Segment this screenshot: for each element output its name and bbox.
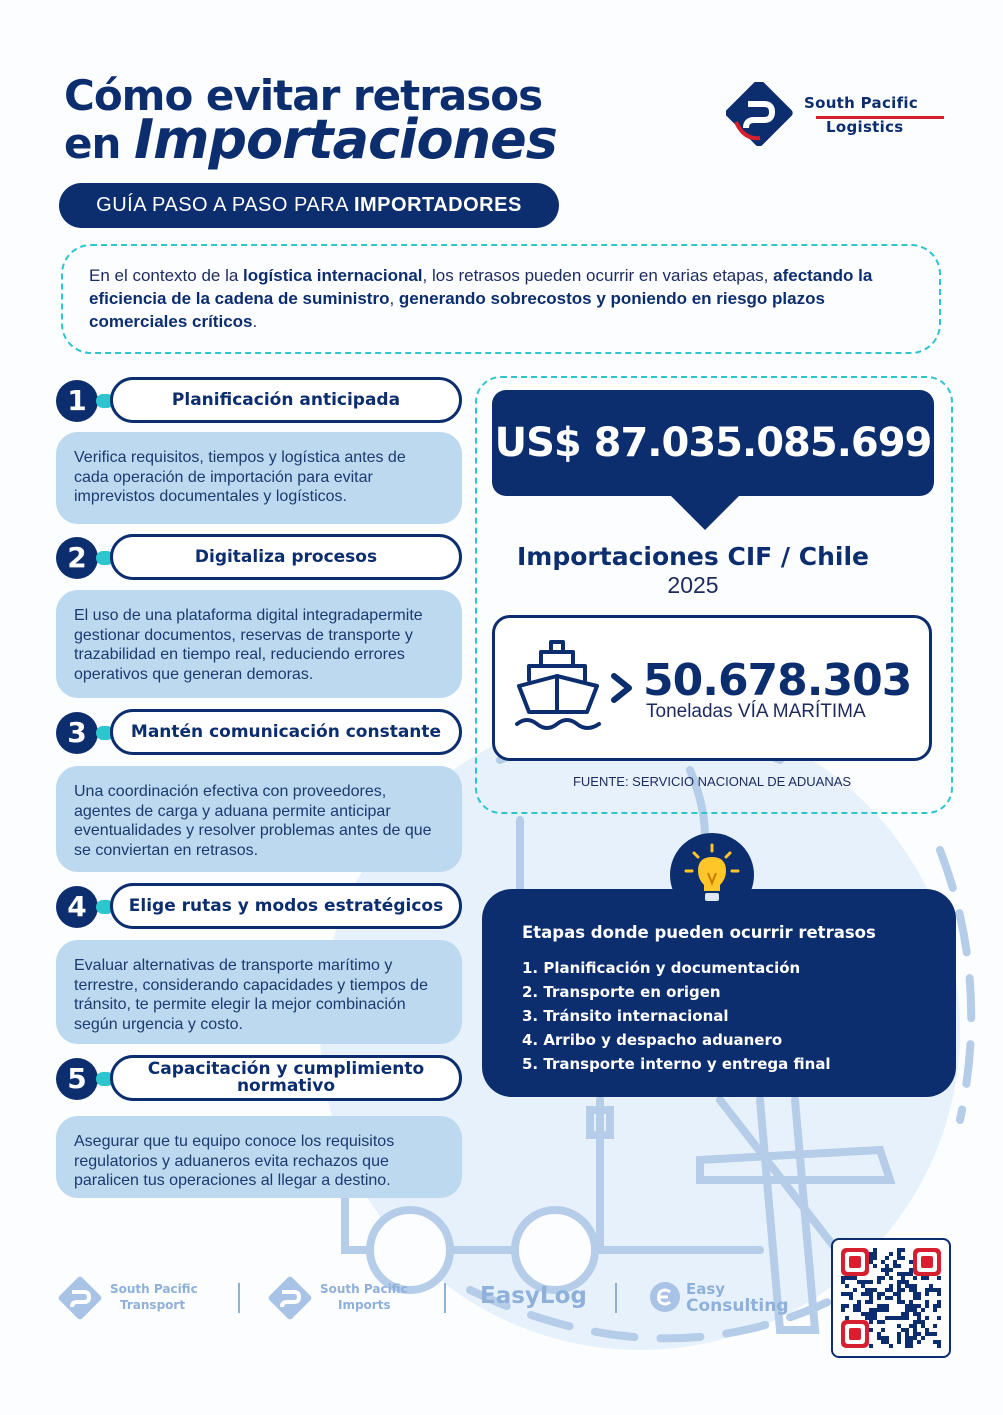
south-pacific-logistics-logo [726, 82, 946, 146]
lightbulb-badge [670, 833, 754, 917]
page-title [64, 71, 557, 171]
step-number: 1 [56, 380, 98, 422]
footer-divider [615, 1283, 617, 1313]
step-number: 2 [56, 537, 98, 579]
intro-text-1: En el contexto de la [89, 266, 244, 285]
footer-logo-line2: Imports [338, 1298, 391, 1312]
footer-logo-line2: Consulting [686, 1296, 789, 1316]
intro-box [61, 244, 941, 354]
step-description: Asegurar que tu equipo conoce los requisitos regulatorios y aduaneros evita rechazos que paralicen tus operaciones al llegar a destino. [56, 1116, 462, 1198]
step-title: Elige rutas y modos estratégicos [110, 883, 462, 929]
delay-stages-title: Etapas donde pueden ocurrir retrasos [522, 923, 876, 942]
tonnage-value: 50.678.303 [643, 655, 912, 706]
step-description: Verifica requisitos, tiempos y logística antes de cada operación de importación para evitar imprevistos documentales y logísticos. [56, 432, 462, 524]
step-description: El uso de una plataforma digital integradapermite gestionar documentos, reservas de transporte y trazabilidad en tiempo real, reduciendo errores operativos que generan demoras. [56, 590, 462, 698]
logo-mark-icon [58, 1276, 102, 1320]
step-number: 3 [56, 712, 98, 754]
step-description: Una coordinación efectiva con proveedores, agentes de carga y aduana permite anticipar eventualidades y resolver problemas antes de que se conviertan en retrasos. [56, 766, 462, 872]
logo-mark-icon [268, 1276, 312, 1320]
step-title: Digitaliza procesos [110, 534, 462, 580]
logo-name-line2: Logistics [826, 118, 904, 136]
footer-logo-imports [268, 1276, 438, 1320]
footer-logo-line1: South Pacific [320, 1282, 408, 1296]
step-number: 5 [56, 1058, 98, 1100]
step-number: 4 [56, 886, 98, 928]
title-prefix: en [64, 119, 121, 168]
step-title: Mantén comunicación constante [110, 709, 462, 755]
subtitle-pill [59, 183, 559, 228]
footer-logo-line1: Easy [686, 1280, 726, 1298]
delay-stage-item: 3. Tránsito internacional [522, 1007, 729, 1025]
intro-text-4: . [252, 312, 258, 331]
logo-name-line1: South Pacific [804, 94, 919, 112]
import-label: Importaciones CIF / Chile [517, 542, 869, 571]
subtitle-emphasis: IMPORTADORES [353, 194, 522, 216]
intro-bold-2: afectando la eficiencia de la cadena de suministro [89, 266, 873, 308]
qr-code[interactable] [831, 1238, 951, 1358]
title-line-1: Cómo evitar retrasos [64, 71, 543, 120]
delay-stages-panel [482, 889, 956, 1097]
intro-text-3: , [389, 289, 399, 308]
ship-icon [513, 636, 603, 732]
truck-wheel-2 [515, 1210, 595, 1290]
chevron-right-icon [609, 672, 635, 704]
tonnage-label: Toneladas VÍA MARÍTIMA [646, 701, 866, 722]
title-line-2 [64, 108, 557, 171]
easy-consulting-mark-icon [648, 1280, 682, 1314]
speech-tail [669, 494, 741, 530]
footer-logo-easy-consulting [648, 1278, 808, 1322]
import-year: 2025 [667, 572, 719, 598]
import-amount: US$ 87.035.085.699 [492, 390, 934, 496]
step-title: Capacitación y cumplimiento normativo [110, 1055, 462, 1101]
delay-stage-item: 5. Transporte interno y entrega final [522, 1055, 831, 1073]
lightbulb-icon [670, 833, 754, 917]
footer-logo-line1: South Pacific [110, 1282, 198, 1296]
intro-text-2: , los retrasos pueden ocurrir en varias etapas, [422, 266, 774, 285]
data-source: FUENTE: SERVICIO NACIONAL DE ADUANAS [572, 774, 852, 789]
delay-stage-item: 1. Planificación y documentación [522, 959, 801, 977]
step-title: Planificación anticipada [110, 377, 462, 423]
intro-bold-1: logística internacional [243, 266, 423, 285]
footer-divider [238, 1283, 240, 1313]
footer-logo-easylog: EasyLog [480, 1283, 587, 1309]
title-emphasis: Importaciones [134, 108, 557, 171]
subtitle-prefix: GUÍA PASO A PASO PARA [96, 194, 348, 216]
footer-logo-line2: Transport [120, 1298, 186, 1312]
logo-mark-icon [726, 82, 796, 146]
intro-bold-3: generando sobrecostos y poniendo en riesgo plazos comerciales críticos [89, 289, 825, 331]
footer-divider [444, 1283, 446, 1313]
delay-stage-item: 2. Transporte en origen [522, 983, 721, 1001]
footer-logo-transport [58, 1276, 258, 1320]
step-description: Evaluar alternativas de transporte marítimo y terrestre, considerando capacidades y tiempos de tránsito, te permite elegir la mejor combinación según urgencia y costo. [56, 940, 462, 1044]
qr-pattern [833, 1240, 949, 1356]
delay-stage-item: 4. Arribo y despacho aduanero [522, 1031, 783, 1049]
